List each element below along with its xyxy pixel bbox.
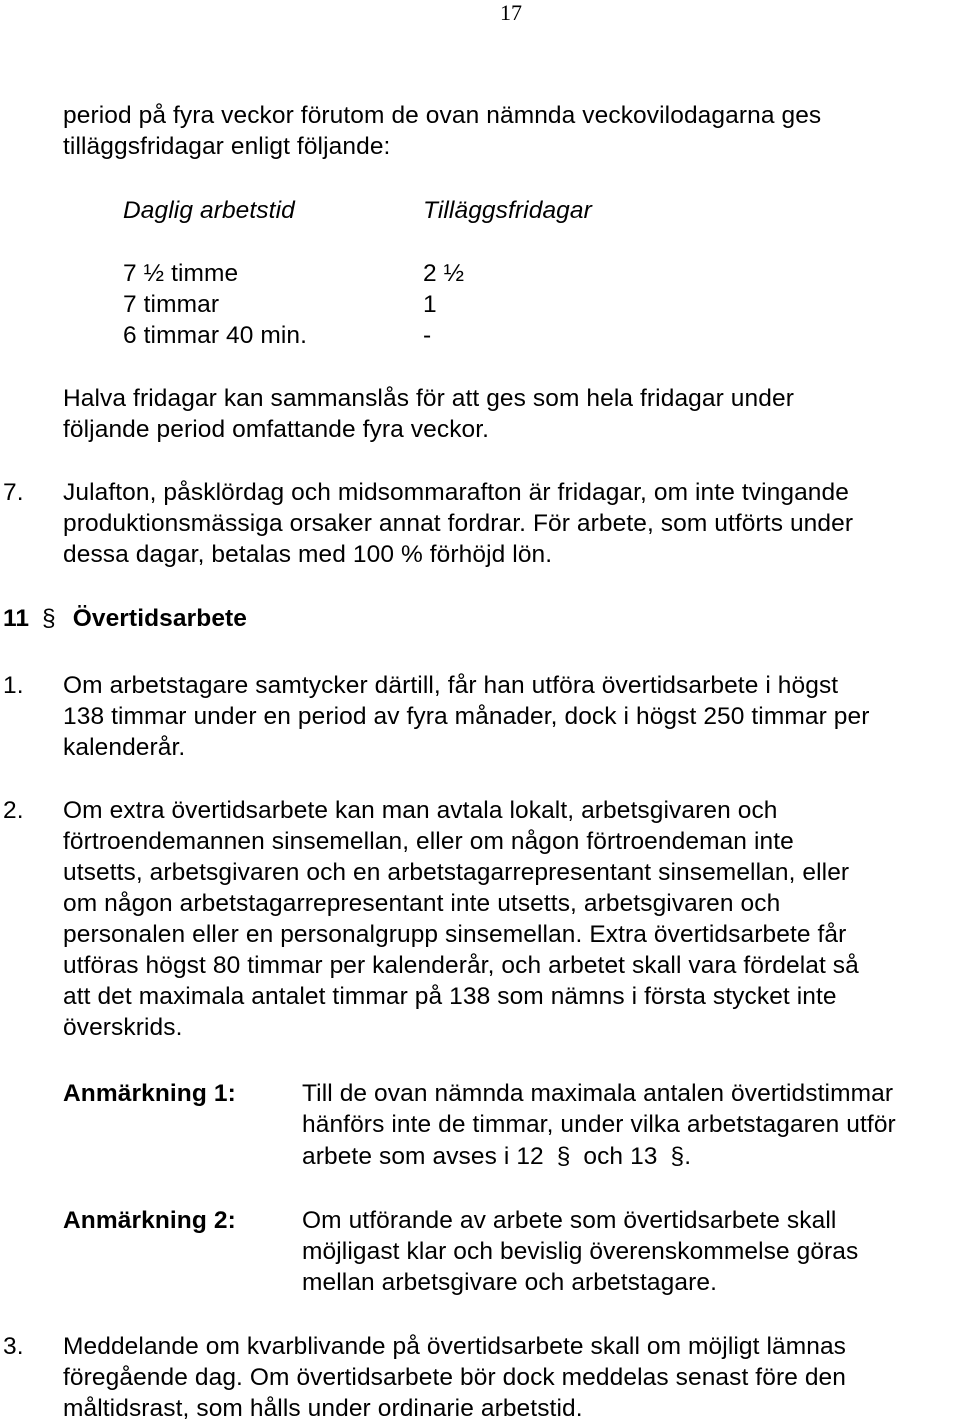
item-2-line-8: överskrids. bbox=[63, 1014, 183, 1041]
item-2-number: 2. bbox=[3, 797, 24, 824]
note-1-line-3a: arbete som avses i 12 bbox=[302, 1143, 544, 1170]
item-2-line-2: förtroendemannen sinsemellan, eller om någon förtroendeman inte bbox=[63, 828, 794, 855]
item-1-number: 1. bbox=[3, 672, 24, 699]
table-row-days: 2 ½ bbox=[423, 260, 465, 287]
item-2-line-7: att det maximala antalet timmar på 138 som nämns i första stycket inte bbox=[63, 983, 837, 1010]
note-1-section-symbol: § bbox=[670, 1143, 685, 1170]
note-1-label: Anmärkning 1: bbox=[63, 1080, 236, 1107]
table-row-days: 1 bbox=[423, 291, 437, 318]
item-2-line-6: utföras högst 80 timmar per kalenderår, och arbetet skall vara fördelat så bbox=[63, 952, 859, 979]
item-2-line-4: om någon arbetstagarrepresentant inte utsetts, arbetsgivaren och bbox=[63, 890, 781, 917]
note-1-line-2: hänförs inte de timmar, under vilka arbetstagaren utför bbox=[302, 1111, 896, 1138]
table-row-hours: 7 ½ timme bbox=[123, 260, 239, 287]
note-2-line-2: möjligast klar och bevislig överenskommelse göras bbox=[302, 1238, 859, 1265]
table-header-extra-days: Tilläggsfridagar bbox=[423, 197, 592, 224]
section-number: 11 bbox=[3, 605, 30, 632]
note-1-line-1: Till de ovan nämnda maximala antalen övertidstimmar bbox=[302, 1080, 894, 1107]
section-heading bbox=[3, 603, 247, 634]
note-1-section-symbol: § bbox=[556, 1143, 571, 1170]
item-1-line-2: 138 timmar under en period av fyra månader, dock i högst 250 timmar per bbox=[63, 703, 870, 730]
note-2-line-3: mellan arbetsgivare och arbetstagare. bbox=[302, 1269, 717, 1296]
section-title: Övertidsarbete bbox=[72, 605, 248, 632]
halva-line-1: Halva fridagar kan sammanslås för att ges som hela fridagar under bbox=[63, 385, 794, 412]
item-7-line-2: produktionsmässiga orsaker annat fordrar. För arbete, som utförts under bbox=[63, 510, 854, 537]
intro-line-2: tilläggsfridagar enligt följande: bbox=[63, 133, 391, 160]
item-1-line-1: Om arbetstagare samtycker därtill, får han utföra övertidsarbete i högst bbox=[63, 672, 839, 699]
table-row-hours: 6 timmar 40 min. bbox=[123, 322, 308, 349]
item-7-line-1: Julafton, påsklördag och midsommarafton är fridagar, om inte tvingande bbox=[63, 479, 849, 506]
section-symbol: § bbox=[42, 605, 56, 632]
item-1-line-3: kalenderår. bbox=[63, 734, 186, 761]
note-2-label: Anmärkning 2: bbox=[63, 1207, 236, 1234]
item-7-line-3: dessa dagar, betalas med 100 % förhöjd lön. bbox=[63, 541, 553, 568]
table-header-daily-hours: Daglig arbetstid bbox=[123, 197, 295, 224]
item-3-line-1: Meddelande om kvarblivande på övertidsarbete skall om möjligt lämnas bbox=[63, 1333, 847, 1360]
item-3-line-2: föregående dag. Om övertidsarbete bör dock meddelas senast före den bbox=[63, 1364, 847, 1391]
page-number: 17 bbox=[500, 0, 522, 25]
note-1-line-3b: och 13 bbox=[583, 1143, 658, 1170]
note-1-line-3 bbox=[302, 1141, 691, 1172]
item-7-number: 7. bbox=[3, 479, 24, 506]
table-row-hours: 7 timmar bbox=[123, 291, 220, 318]
item-2-line-3: utsetts, arbetsgivaren och en arbetstagarrepresentant sinsemellan, eller bbox=[63, 859, 850, 886]
item-3-line-3: måltidsrast, som hålls under ordinarie arbetstid. bbox=[63, 1395, 583, 1422]
note-2-line-1: Om utförande av arbete som övertidsarbete skall bbox=[302, 1207, 837, 1234]
item-3-number: 3. bbox=[3, 1333, 24, 1360]
halva-line-2: följande period omfattande fyra veckor. bbox=[63, 416, 490, 443]
note-1-line-3c: . bbox=[684, 1143, 692, 1170]
item-2-line-1: Om extra övertidsarbete kan man avtala lokalt, arbetsgivaren och bbox=[63, 797, 778, 824]
intro-line-1: period på fyra veckor förutom de ovan nämnda veckovilodagarna ges bbox=[63, 102, 822, 129]
table-row-days: - bbox=[423, 322, 432, 349]
item-2-line-5: personalen eller en personalgrupp sinsemellan. Extra övertidsarbete får bbox=[63, 921, 847, 948]
